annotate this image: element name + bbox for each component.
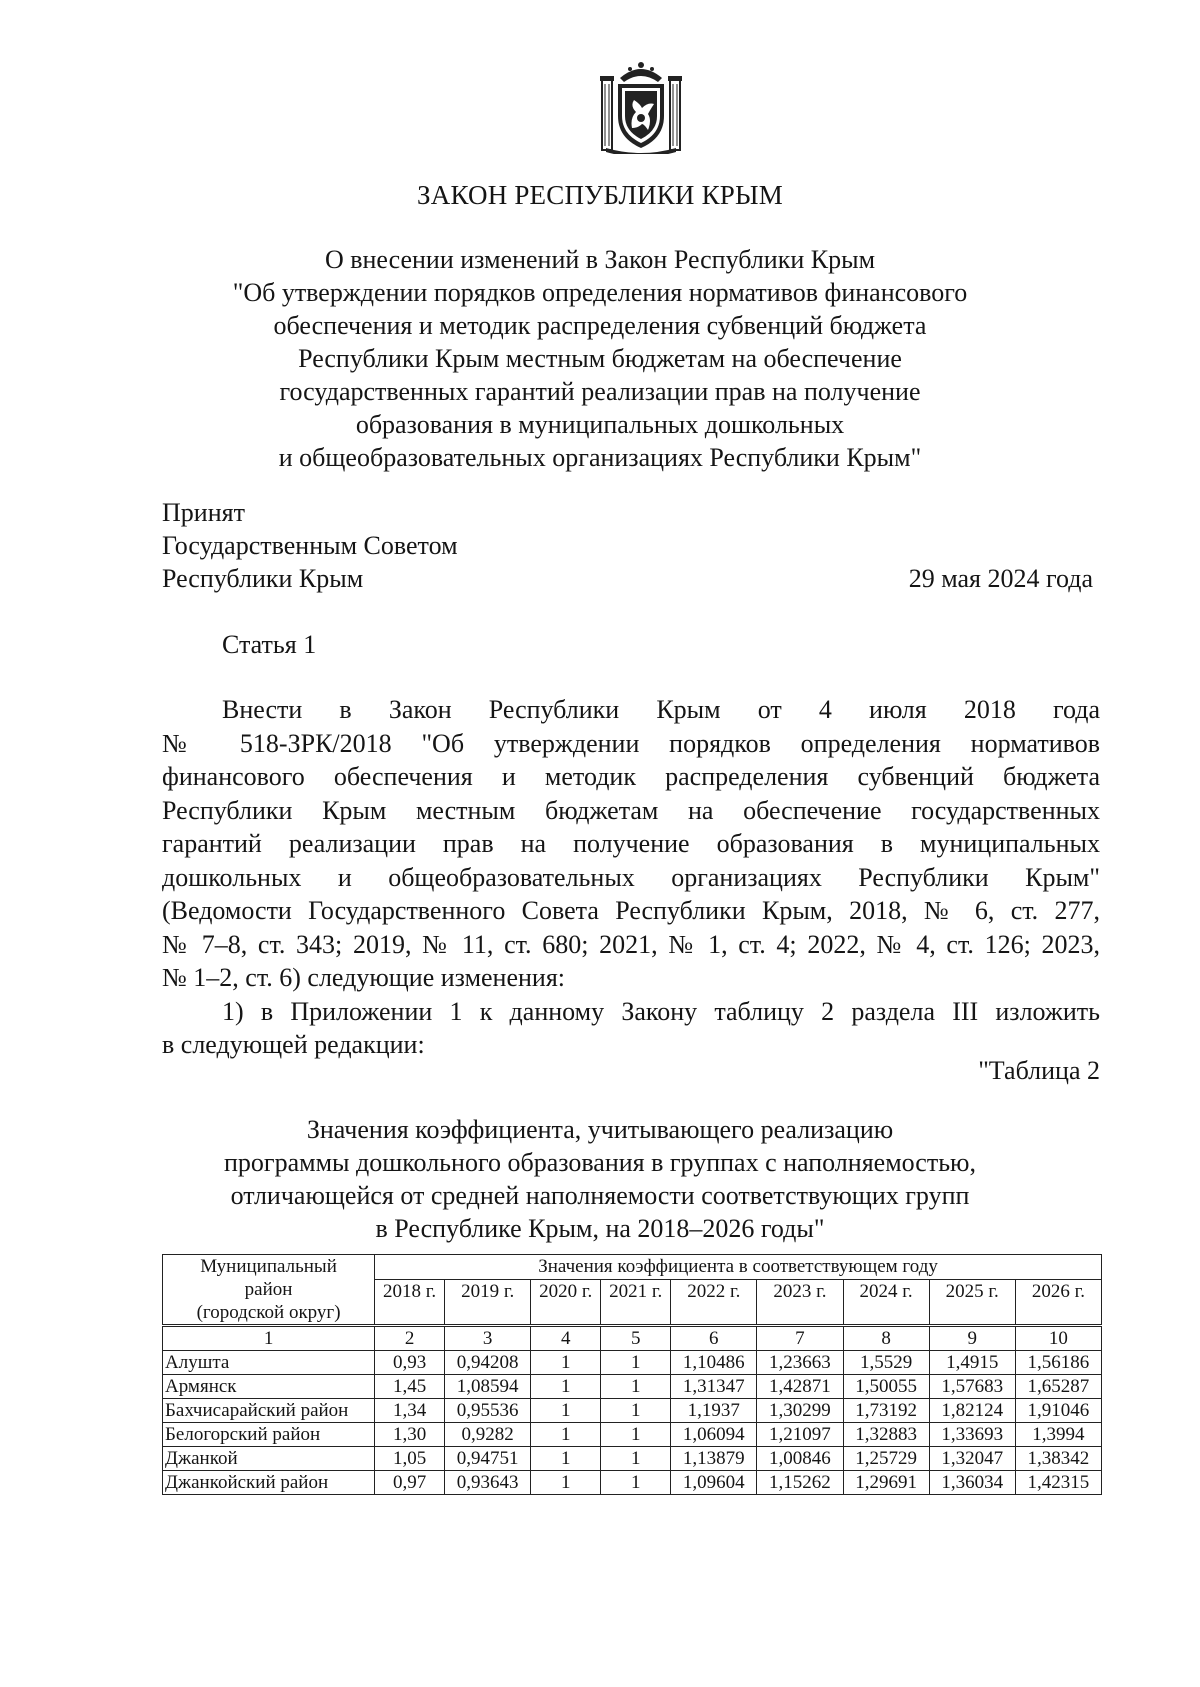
- header-district: [163, 1255, 375, 1326]
- body-line: № 1–2, ст. 6) следующие изменения:: [162, 963, 566, 992]
- year-header: 2026 г.: [1015, 1280, 1101, 1326]
- table-cell: 1,31347: [671, 1375, 757, 1399]
- caption-line: отличающейся от средней наполняемости соответствующих групп: [230, 1181, 970, 1210]
- table-cell: 1: [601, 1399, 671, 1423]
- year-header: 2023 г.: [757, 1280, 843, 1326]
- table-cell: 1,09604: [671, 1471, 757, 1495]
- header-district-line: (городской округ): [196, 1302, 341, 1323]
- district-name: Алушта: [163, 1351, 375, 1375]
- table-row: [163, 1375, 1102, 1399]
- table-cell: 1,1937: [671, 1399, 757, 1423]
- table-cell: 1,32883: [843, 1423, 929, 1447]
- table-label: "Таблица 2: [978, 1056, 1100, 1085]
- table-cell: 1: [601, 1375, 671, 1399]
- table-cell: 1,32047: [929, 1447, 1015, 1471]
- table-cell: 1,23663: [757, 1351, 843, 1375]
- adopted-line: Республики Крым: [162, 564, 364, 593]
- table-cell: 1,57683: [929, 1375, 1015, 1399]
- year-header: 2019 г.: [445, 1280, 531, 1326]
- table-cell: 0,94751: [445, 1447, 531, 1471]
- table-cell: 1,30299: [757, 1399, 843, 1423]
- year-header: 2020 г.: [531, 1280, 601, 1326]
- table-cell: 1,73192: [843, 1399, 929, 1423]
- table-cell: 1,00846: [757, 1447, 843, 1471]
- table-cell: 1,08594: [445, 1375, 531, 1399]
- column-number: 9: [929, 1326, 1015, 1351]
- column-number: 8: [843, 1326, 929, 1351]
- table-cell: 1,4915: [929, 1351, 1015, 1375]
- district-name: Армянск: [163, 1375, 375, 1399]
- subject-line: "Об утверждении порядков определения нормативов финансового: [232, 278, 968, 307]
- column-number: 2: [375, 1326, 445, 1351]
- district-name: Джанкой: [163, 1447, 375, 1471]
- table-cell: 1,65287: [1015, 1375, 1101, 1399]
- body-line: № 518-ЗРК/2018 "Об утверждении порядков определения нормативов: [162, 728, 1100, 758]
- table-cell: 1,38342: [1015, 1447, 1101, 1471]
- column-number: 7: [757, 1326, 843, 1351]
- table-cell: 1,91046: [1015, 1399, 1101, 1423]
- subject-line: государственных гарантий реализации прав на получение: [279, 377, 921, 406]
- year-header: 2022 г.: [671, 1280, 757, 1326]
- column-number: 4: [531, 1326, 601, 1351]
- year-header: 2021 г.: [601, 1280, 671, 1326]
- table-cell: 1: [531, 1375, 601, 1399]
- table-cell: 1,29691: [843, 1471, 929, 1495]
- column-number: 1: [163, 1326, 375, 1351]
- law-title: ЗАКОН РЕСПУБЛИКИ КРЫМ: [417, 180, 783, 210]
- subject-line: образования в муниципальных дошкольных: [355, 410, 845, 439]
- year-header: 2025 г.: [929, 1280, 1015, 1326]
- table-header-row: [163, 1255, 1102, 1280]
- table-cell: 0,93: [375, 1351, 445, 1375]
- header-values: Значения коэффициента в соответствующем году: [375, 1255, 1102, 1280]
- caption-line: в Республике Крым, на 2018–2026 годы": [375, 1214, 825, 1243]
- table-cell: 1,34: [375, 1399, 445, 1423]
- adoption-date: 29 мая 2024 года: [908, 564, 1093, 593]
- table-cell: 1,21097: [757, 1423, 843, 1447]
- table-cell: 1: [531, 1351, 601, 1375]
- table-cell: 1,33693: [929, 1423, 1015, 1447]
- table-cell: 1,15262: [757, 1471, 843, 1495]
- table-cell: 1,3994: [1015, 1423, 1101, 1447]
- column-numbers-row: [163, 1326, 1102, 1351]
- subject-line: обеспечения и методик распределения субвенций бюджета: [273, 311, 927, 340]
- table-cell: 0,95536: [445, 1399, 531, 1423]
- body-line: (Ведомости Государственного Совета Республики Крым, 2018, № 6, ст. 277,: [162, 896, 1100, 925]
- table-row: [163, 1447, 1102, 1471]
- table-row: [163, 1351, 1102, 1375]
- table-cell: 1: [601, 1471, 671, 1495]
- caption-line: Значения коэффициента, учитывающего реализацию: [306, 1115, 894, 1144]
- law-subject: [200, 243, 1000, 474]
- body-line: Внести в Закон Республики Крым от 4 июля 2018 года: [222, 695, 1100, 724]
- article-heading: Статья 1: [222, 630, 317, 659]
- year-header: 2018 г.: [375, 1280, 445, 1326]
- column-number: 6: [671, 1326, 757, 1351]
- adopted-line: Государственным Советом: [162, 531, 458, 560]
- table-cell: 0,94208: [445, 1351, 531, 1375]
- table-cell: 1,10486: [671, 1351, 757, 1375]
- crimea-coat-of-arms-icon: [600, 58, 682, 154]
- table-cell: 1,05: [375, 1447, 445, 1471]
- adopted-line: Принят: [162, 498, 245, 527]
- body-line: № 7–8, ст. 343; 2019, № 11, ст. 680; 2021, № 1, ст. 4; 2022, № 4, ст. 126; 2023,: [162, 929, 1100, 959]
- table-row: [163, 1471, 1102, 1495]
- body-line: финансового обеспечения и методик распределения субвенций бюджета: [162, 762, 1100, 791]
- table-cell: 1,82124: [929, 1399, 1015, 1423]
- table-cell: 1: [531, 1399, 601, 1423]
- caption-line: программы дошкольного образования в группах с наполняемостью,: [224, 1148, 976, 1177]
- table-cell: 1: [601, 1423, 671, 1447]
- header-district-line: район: [244, 1279, 293, 1300]
- table-cell: 1,25729: [843, 1447, 929, 1471]
- table-cell: 1,45: [375, 1375, 445, 1399]
- table-row: [163, 1399, 1102, 1423]
- district-name: Белогорский район: [163, 1423, 375, 1447]
- body-line: 1) в Приложении 1 к данному Закону таблицу 2 раздела III изложить: [222, 996, 1100, 1026]
- table-cell: 1,30: [375, 1423, 445, 1447]
- body-line: гарантий реализации прав на получение образования в муниципальных: [162, 829, 1100, 858]
- table-cell: 0,97: [375, 1471, 445, 1495]
- table-cell: 1,42871: [757, 1375, 843, 1399]
- year-header: 2024 г.: [843, 1280, 929, 1326]
- subject-line: Республики Крым местным бюджетам на обеспечение: [298, 344, 902, 373]
- coefficient-table: [162, 1254, 1102, 1495]
- table-cell: 1,50055: [843, 1375, 929, 1399]
- body-line: в следующей редакции:: [162, 1030, 425, 1059]
- table-cell: 1: [601, 1447, 671, 1471]
- table-cell: 1: [531, 1423, 601, 1447]
- table-cell: 1,06094: [671, 1423, 757, 1447]
- body-line: Республики Крым местным бюджетам на обеспечение государственных: [162, 795, 1100, 825]
- table-cell: 1,36034: [929, 1471, 1015, 1495]
- header-district-line: Муниципальный: [200, 1256, 337, 1277]
- subject-line: и общеобразовательных организациях Республики Крым": [278, 443, 922, 472]
- column-number: 5: [601, 1326, 671, 1351]
- table-caption: [200, 1113, 1000, 1245]
- column-number: 3: [445, 1326, 531, 1351]
- table-cell: 0,93643: [445, 1471, 531, 1495]
- table-cell: 0,9282: [445, 1423, 531, 1447]
- district-name: Бахчисарайский район: [163, 1399, 375, 1423]
- table-cell: 1: [531, 1447, 601, 1471]
- table-cell: 1: [531, 1471, 601, 1495]
- body-line: дошкольных и общеобразовательных организациях Республики Крым": [162, 862, 1100, 892]
- table-cell: 1,13879: [671, 1447, 757, 1471]
- district-name: Джанкойский район: [163, 1471, 375, 1495]
- table-row: [163, 1423, 1102, 1447]
- subject-line: О внесении изменений в Закон Республики Крым: [324, 245, 876, 274]
- article-body: [162, 693, 1100, 1062]
- table-cell: 1,56186: [1015, 1351, 1101, 1375]
- column-number: 10: [1015, 1326, 1101, 1351]
- adoption-block: [162, 496, 458, 595]
- table-cell: 1,5529: [843, 1351, 929, 1375]
- table-cell: 1: [601, 1351, 671, 1375]
- table-cell: 1,42315: [1015, 1471, 1101, 1495]
